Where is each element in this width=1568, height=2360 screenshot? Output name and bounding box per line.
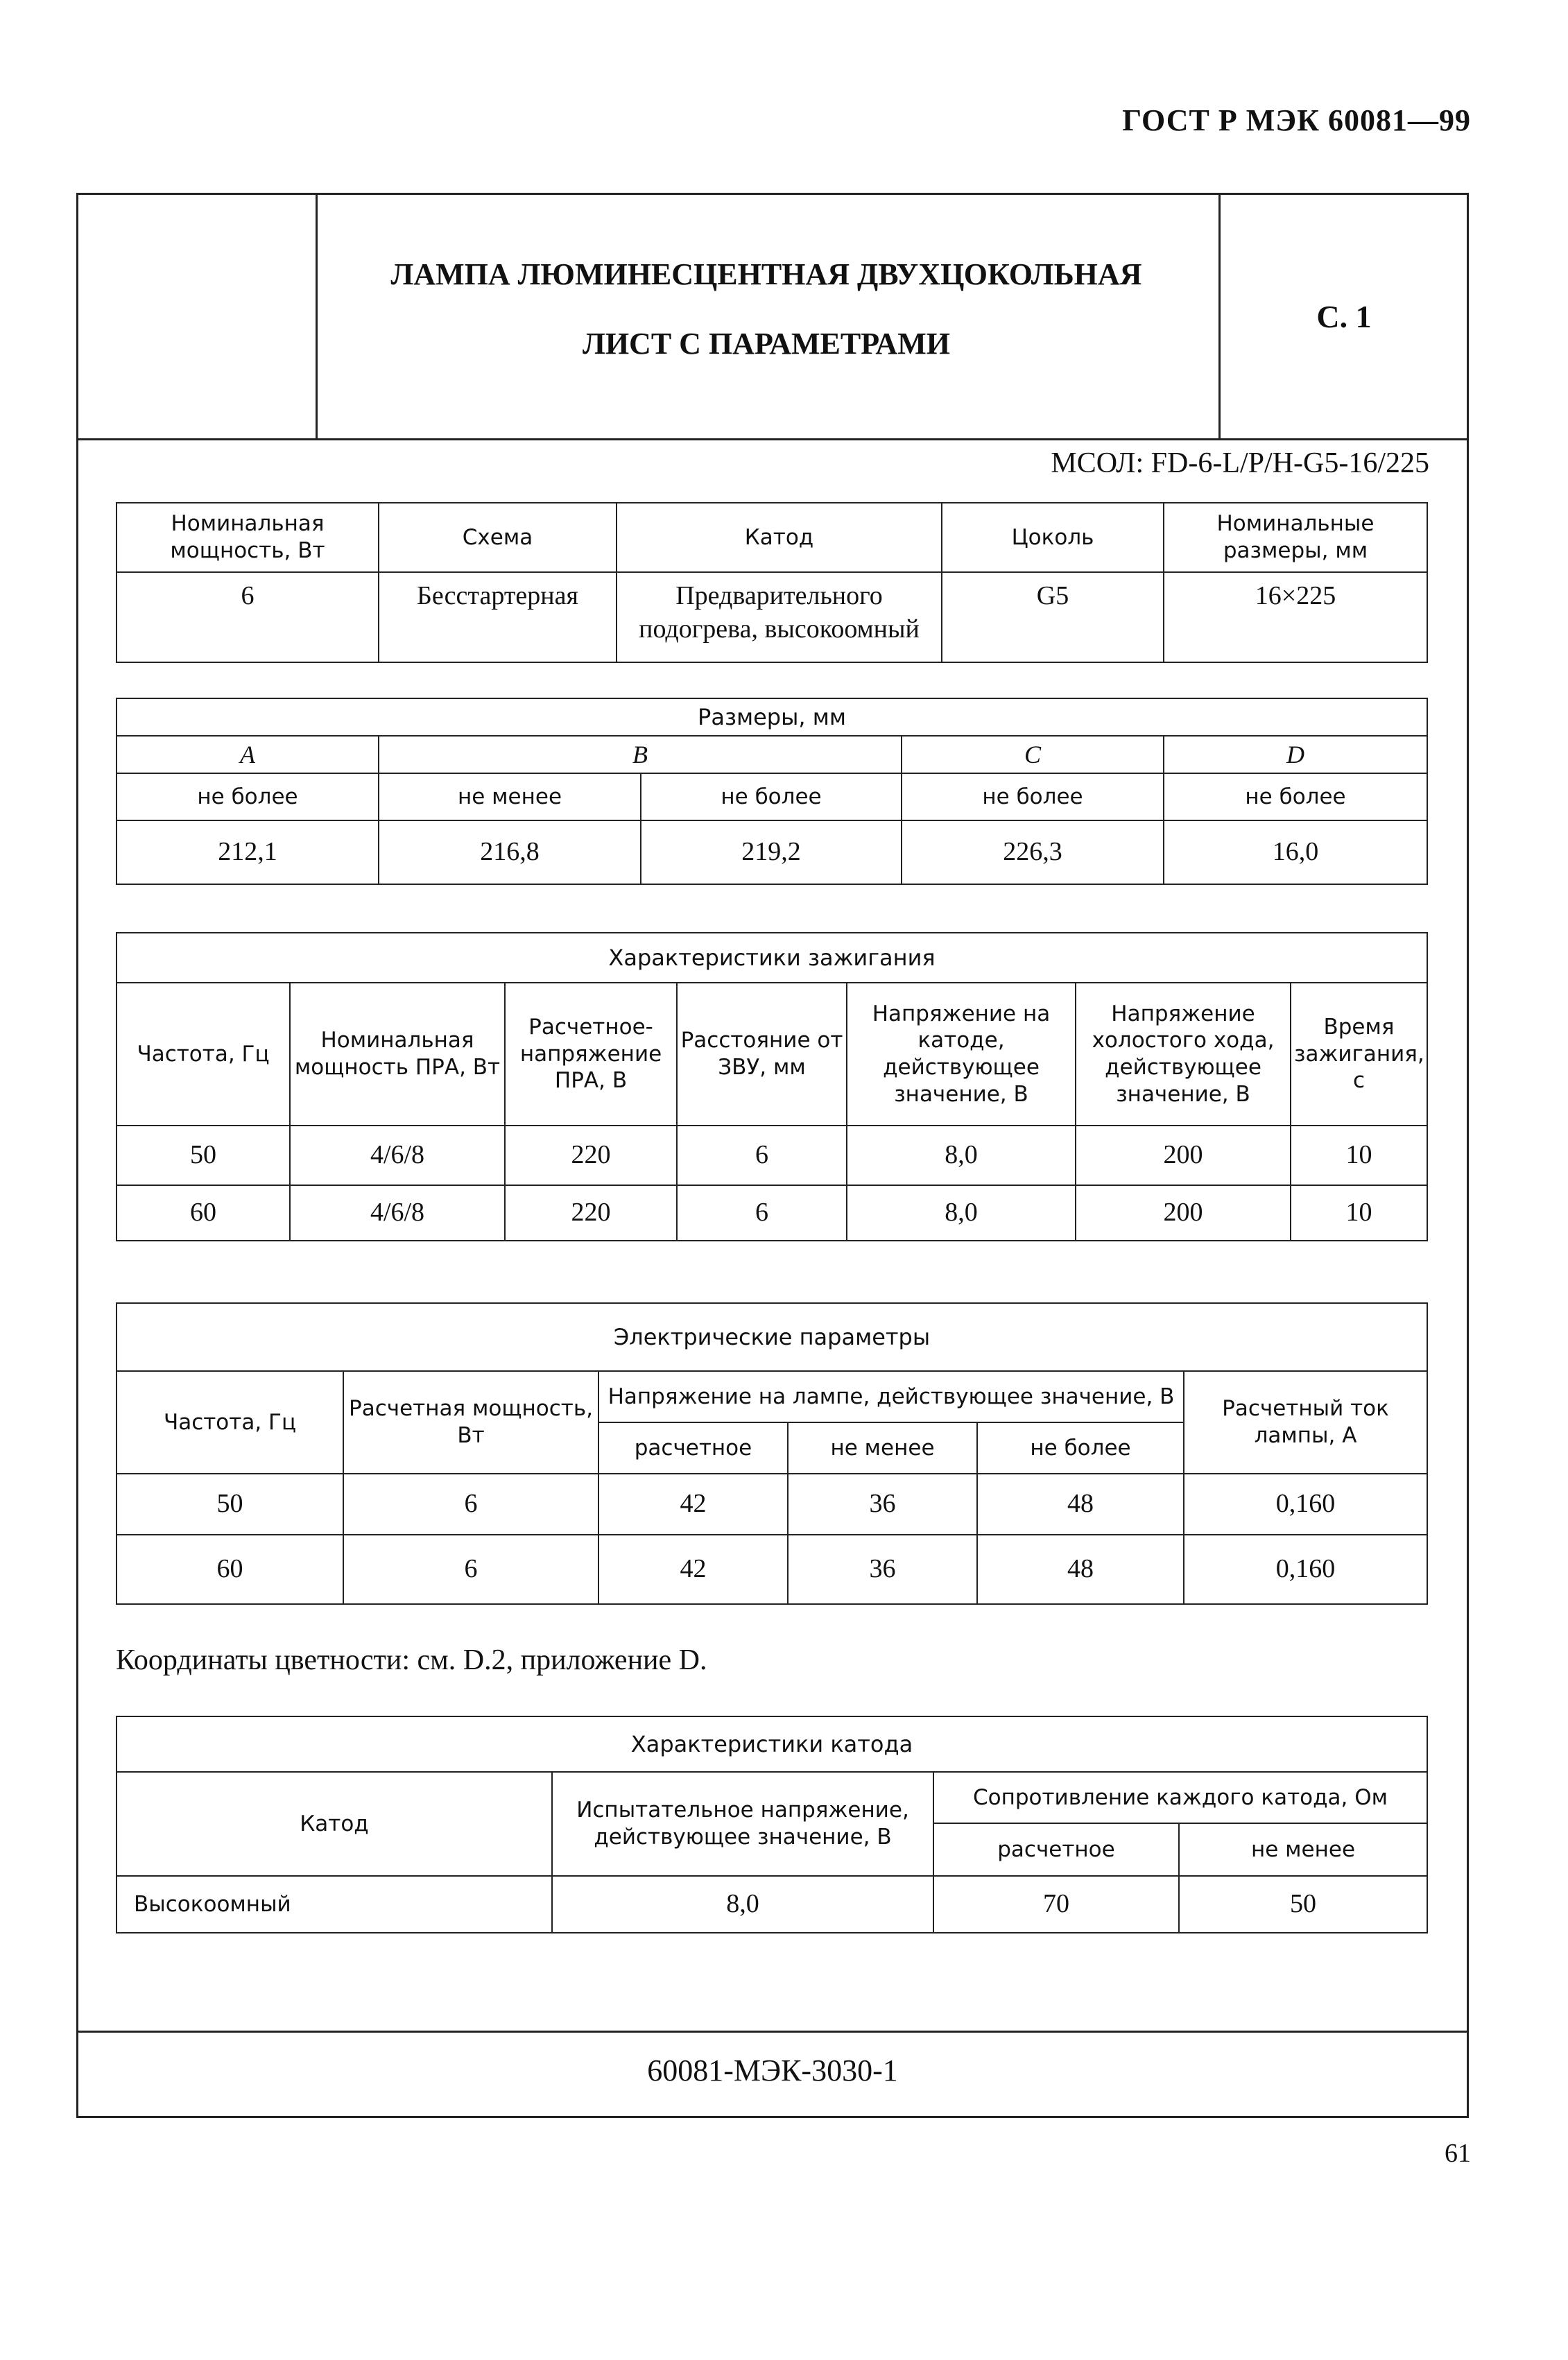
table-cell: 6: [343, 1474, 598, 1535]
table-cell: 10: [1291, 1185, 1427, 1241]
header-open-circuit-voltage: Напряжение холостого хода, действующее значение, В: [1076, 983, 1291, 1126]
subheader-min: не менее: [788, 1422, 977, 1474]
header-frequency: Частота, Гц: [117, 983, 290, 1126]
header-ignition-time: Время зажигания, с: [1291, 983, 1427, 1126]
cell-cathode: Предварительного подогрева, высокоомный: [617, 572, 942, 662]
table-cell: 4/6/8: [290, 1126, 505, 1185]
header-ballast-voltage: Расчетное-напряжение ПРА, В: [505, 983, 677, 1126]
standard-number: ГОСТ Р МЭК 60081—99: [1122, 103, 1471, 137]
header-frequency: Частота, Гц: [117, 1371, 343, 1474]
electrical-title: Электрические параметры: [117, 1303, 1427, 1371]
table-cell: 50: [117, 1474, 343, 1535]
table-cell: 42: [598, 1535, 788, 1604]
footer-rule: [76, 2031, 1469, 2033]
header-rated-power: Расчетная мощность, Вт: [343, 1371, 598, 1474]
dimensions-title: Размеры, мм: [117, 698, 1427, 736]
sheet-title: ЛИСТ С ПАРАМЕТРАМИ: [583, 327, 950, 361]
chromaticity-note: Координаты цветности: см. D.2, приложение D.: [116, 1644, 707, 1676]
header-scheme: Схема: [379, 503, 617, 572]
table-cell: 8,0: [552, 1876, 933, 1933]
title-block-left-divider: [316, 193, 318, 440]
header-lamp-voltage: Напряжение на лампе, действующее значение, В: [598, 1371, 1184, 1422]
dim-limit: не более: [902, 773, 1164, 820]
dim-limit: не более: [641, 773, 902, 820]
header-cathode-voltage: Напряжение на катоде, действующее значение, В: [847, 983, 1076, 1126]
table-cell: 48: [977, 1474, 1184, 1535]
table-cell: 50: [1179, 1876, 1427, 1933]
dim-value: 219,2: [641, 820, 902, 884]
dim-value: 16,0: [1164, 820, 1427, 884]
header-cathode: Катод: [117, 1772, 552, 1876]
electrical-table: [116, 1302, 1428, 1605]
cell-base: G5: [942, 572, 1164, 662]
cell-dimensions: 16×225: [1164, 572, 1427, 662]
table-cell: 36: [788, 1474, 977, 1535]
header-distance: Расстояние от ЗВУ, мм: [677, 983, 847, 1126]
subheader-min: не менее: [1179, 1823, 1427, 1876]
table-cell: 36: [788, 1535, 977, 1604]
table-cell: 6: [343, 1535, 598, 1604]
header-dimensions: Номинальные размеры, мм: [1164, 503, 1427, 572]
title-block-bottom-rule: [76, 438, 1469, 440]
table-cell: 8,0: [847, 1126, 1076, 1185]
table-cell: 0,160: [1184, 1535, 1427, 1604]
table-cell: 60: [117, 1535, 343, 1604]
table-cell: 220: [505, 1126, 677, 1185]
dim-value: 212,1: [117, 820, 379, 884]
subheader-rated: расчетное: [933, 1823, 1179, 1876]
table-cell: 48: [977, 1535, 1184, 1604]
table-cell: 4/6/8: [290, 1185, 505, 1241]
table-cell: 42: [598, 1474, 788, 1535]
dim-letter-d: D: [1164, 736, 1427, 773]
subheader-rated: расчетное: [598, 1422, 788, 1474]
header-power: Номинальная мощность, Вт: [117, 503, 379, 572]
table-cell: Высокоомный: [117, 1876, 552, 1933]
subheader-max: не более: [977, 1422, 1184, 1474]
ignition-title: Характеристики зажигания: [117, 933, 1427, 983]
dim-limit: не более: [117, 773, 379, 820]
sheet-code: 60081-МЭК-3030-1: [647, 2053, 898, 2087]
ignition-table: [116, 932, 1428, 1241]
dim-value: 216,8: [379, 820, 641, 884]
dim-limit: не менее: [379, 773, 641, 820]
sheet-label: С. 1: [1316, 299, 1372, 334]
table-cell: 6: [677, 1126, 847, 1185]
header-lamp-current: Расчетный ток лампы, А: [1184, 1371, 1427, 1474]
table-cell: 6: [677, 1185, 847, 1241]
table-cell: 200: [1076, 1126, 1291, 1185]
page-number: 61: [1445, 2139, 1471, 2168]
table-cell: 8,0: [847, 1185, 1076, 1241]
table-cell: 50: [117, 1126, 290, 1185]
table-cell: 0,160: [1184, 1474, 1427, 1535]
general-table: [116, 502, 1428, 663]
cathode-title: Характеристики катода: [117, 1716, 1427, 1772]
table-cell: 60: [117, 1185, 290, 1241]
cathode-table: [116, 1716, 1428, 1933]
header-cathode: Катод: [617, 503, 942, 572]
table-cell: 10: [1291, 1126, 1427, 1185]
header-base: Цоколь: [942, 503, 1164, 572]
dimensions-table: [116, 698, 1428, 885]
table-cell: 70: [933, 1876, 1179, 1933]
table-cell: 200: [1076, 1185, 1291, 1241]
header-test-voltage: Испытательное напряжение, действующее значение, В: [552, 1772, 933, 1876]
dim-value: 226,3: [902, 820, 1164, 884]
dim-letter-a: A: [117, 736, 379, 773]
header-resistance: Сопротивление каждого катода, Ом: [933, 1772, 1427, 1823]
dim-limit: не более: [1164, 773, 1427, 820]
lamp-title: ЛАМПА ЛЮМИНЕСЦЕНТНАЯ ДВУХЦОКОЛЬНАЯ: [390, 257, 1142, 291]
dim-letter-c: C: [902, 736, 1164, 773]
mcol-code: МСОЛ: FD-6-L/P/H-G5-16/225: [1051, 447, 1429, 479]
dim-letter-b: B: [379, 736, 902, 773]
cell-scheme: Бесстартерная: [379, 572, 617, 662]
cell-power: 6: [117, 572, 379, 662]
header-ballast-power: Номинальная мощность ПРА, Вт: [290, 983, 505, 1126]
table-cell: 220: [505, 1185, 677, 1241]
